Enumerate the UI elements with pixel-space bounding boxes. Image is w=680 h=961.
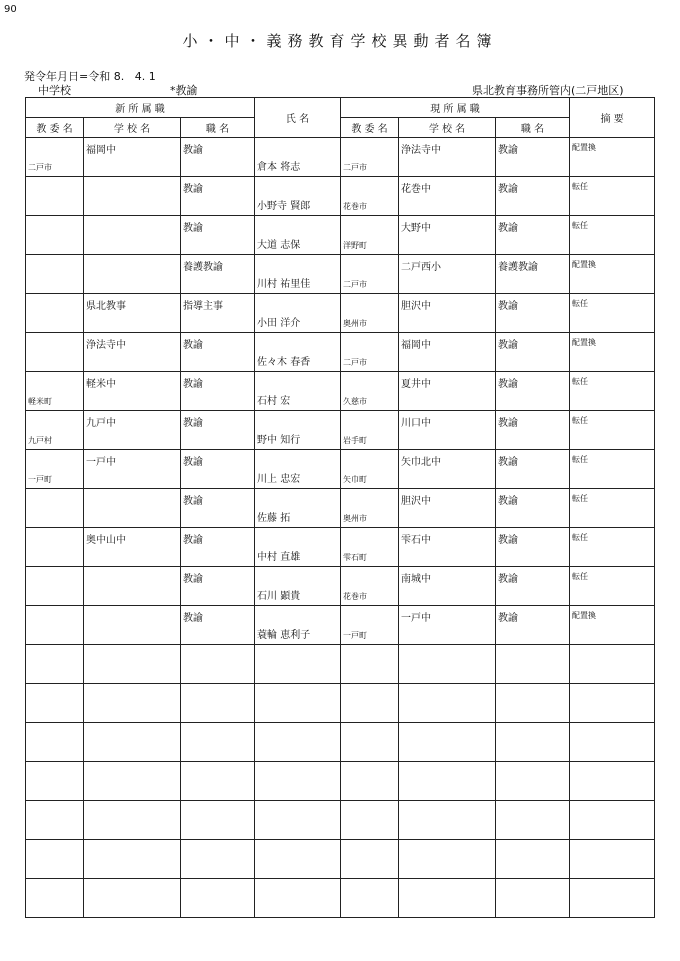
cell-new-post [181, 450, 255, 489]
cell-current-post-text: 教諭 [498, 340, 519, 351]
cell-remarks-text: 配置換 [572, 611, 597, 620]
cell-name-text: 石村 宏 [257, 396, 291, 407]
cell-new-board [26, 723, 84, 762]
cell-new-school [84, 450, 181, 489]
table-row [26, 138, 655, 177]
cell-name [255, 879, 341, 918]
table-row [26, 177, 655, 216]
cell-new-post [181, 333, 255, 372]
cell-name [255, 489, 341, 528]
cell-new-post [181, 840, 255, 879]
cell-current-board [341, 528, 399, 567]
cell-new-school-text: 県北教事 [86, 301, 126, 312]
cell-current-school-text: 南城中 [401, 574, 432, 585]
header-current-affiliation: 現 所 属 職 [341, 98, 570, 118]
cell-new-post [181, 372, 255, 411]
cell-new-post [181, 567, 255, 606]
cell-remarks-text: 転任 [572, 299, 589, 308]
cell-current-post-text: 教諭 [498, 418, 519, 429]
cell-current-school [399, 216, 496, 255]
cell-name-text: 川村 祐里佳 [257, 279, 311, 290]
cell-current-board [341, 177, 399, 216]
cell-current-board [341, 216, 399, 255]
cell-remarks-text: 転任 [572, 221, 589, 230]
cell-current-board-text: 岩手町 [343, 436, 368, 445]
cell-current-post-text: 教諭 [498, 379, 519, 390]
cell-new-school [84, 255, 181, 294]
cell-new-school [84, 489, 181, 528]
cell-new-board [26, 372, 84, 411]
cell-current-post-text: 教諭 [498, 496, 519, 507]
cell-remarks [570, 801, 655, 840]
cell-new-post-text: 教諭 [183, 418, 203, 429]
cell-remarks [570, 645, 655, 684]
cell-current-school-text: 夏井中 [401, 379, 432, 390]
cell-remarks [570, 255, 655, 294]
cell-remarks [570, 138, 655, 177]
cell-new-post [181, 216, 255, 255]
cell-name [255, 372, 341, 411]
cell-current-post [496, 411, 570, 450]
cell-new-post [181, 801, 255, 840]
cell-current-post-text: 教諭 [498, 613, 519, 624]
cell-new-board [26, 879, 84, 918]
cell-current-board [341, 723, 399, 762]
cell-current-board [341, 840, 399, 879]
cell-current-post [496, 528, 570, 567]
cell-current-post [496, 723, 570, 762]
cell-current-board [341, 606, 399, 645]
cell-remarks [570, 762, 655, 801]
header-current-post: 職 名 [496, 118, 570, 138]
cell-current-board [341, 450, 399, 489]
table-row [26, 606, 655, 645]
cell-new-school [84, 177, 181, 216]
cell-remarks [570, 606, 655, 645]
cell-new-board [26, 411, 84, 450]
cell-current-post-text: 教諭 [498, 301, 519, 312]
cell-new-post [181, 294, 255, 333]
cell-current-board [341, 411, 399, 450]
cell-current-post [496, 489, 570, 528]
cell-current-board-text: 奥州市 [343, 514, 368, 523]
transfer-roster-table [25, 97, 655, 918]
cell-current-post [496, 606, 570, 645]
cell-remarks [570, 528, 655, 567]
cell-current-post-text: 教諭 [498, 535, 519, 546]
cell-name-text: 大道 志保 [257, 240, 301, 251]
cell-name [255, 762, 341, 801]
header-new-school: 学 校 名 [84, 118, 181, 138]
cell-current-board-text: 雫石町 [343, 553, 368, 562]
cell-current-board-text: 二戸市 [343, 163, 368, 172]
cell-new-post-text: 教諭 [183, 340, 203, 351]
cell-new-school [84, 411, 181, 450]
cell-name-text: 佐藤 拓 [257, 513, 291, 524]
cell-current-board-text: 花巻市 [343, 592, 368, 601]
cell-current-school [399, 606, 496, 645]
cell-name-text: 倉本 将志 [257, 162, 301, 173]
cell-new-post [181, 411, 255, 450]
table-row [26, 840, 655, 879]
table-row [26, 216, 655, 255]
cell-current-school [399, 801, 496, 840]
cell-new-board [26, 567, 84, 606]
cell-current-school [399, 489, 496, 528]
header-name: 氏 名 [255, 98, 341, 138]
cell-current-school-text: 福岡中 [401, 340, 432, 351]
cell-new-board [26, 255, 84, 294]
cell-current-post-text: 教諭 [498, 574, 519, 585]
cell-new-post-text: 教諭 [183, 145, 203, 156]
table-row [26, 450, 655, 489]
document-title: 小・中・義務教育学校異動者名簿 [182, 32, 498, 50]
school-type-label: 中学校 [38, 84, 71, 97]
cell-current-post [496, 294, 570, 333]
cell-new-board [26, 840, 84, 879]
cell-remarks-text: 転任 [572, 533, 589, 542]
cell-current-post [496, 255, 570, 294]
cell-current-post-text: 教諭 [498, 223, 519, 234]
cell-new-school-text: 福岡中 [86, 145, 116, 156]
cell-current-board-text: 久慈市 [343, 397, 368, 406]
cell-current-school [399, 411, 496, 450]
cell-current-post [496, 372, 570, 411]
cell-new-school-text: 九戸中 [86, 418, 116, 429]
header-current-school: 学 校 名 [399, 118, 496, 138]
cell-name [255, 294, 341, 333]
cell-name [255, 177, 341, 216]
cell-new-school [84, 567, 181, 606]
cell-current-school [399, 528, 496, 567]
cell-current-board [341, 255, 399, 294]
table-row [26, 567, 655, 606]
cell-new-post-text: 教諭 [183, 574, 203, 585]
cell-new-school [84, 762, 181, 801]
cell-new-post-text: 教諭 [183, 223, 203, 234]
cell-new-school [84, 879, 181, 918]
cell-current-school [399, 372, 496, 411]
cell-current-school [399, 450, 496, 489]
cell-current-school-text: 矢巾北中 [401, 457, 442, 468]
cell-current-school [399, 333, 496, 372]
header-current-board: 教 委 名 [341, 118, 399, 138]
cell-new-school [84, 645, 181, 684]
cell-name [255, 723, 341, 762]
cell-new-board-text: 一戸町 [28, 475, 52, 484]
cell-name [255, 138, 341, 177]
cell-new-board [26, 450, 84, 489]
cell-name [255, 333, 341, 372]
cell-new-board [26, 645, 84, 684]
cell-new-board-text: 軽米町 [28, 397, 52, 406]
cell-remarks [570, 840, 655, 879]
cell-current-school [399, 645, 496, 684]
cell-new-post [181, 762, 255, 801]
table-row [26, 489, 655, 528]
cell-remarks [570, 879, 655, 918]
cell-current-post [496, 333, 570, 372]
cell-new-school [84, 138, 181, 177]
cell-current-school-text: 浄法寺中 [401, 145, 442, 156]
cell-new-post [181, 645, 255, 684]
cell-current-board [341, 489, 399, 528]
cell-new-post [181, 177, 255, 216]
cell-remarks [570, 411, 655, 450]
cell-current-post [496, 177, 570, 216]
cell-current-school-text: 二戸西小 [401, 262, 442, 273]
table-row [26, 879, 655, 918]
cell-new-post-text: 教諭 [183, 613, 203, 624]
cell-name-text: 川上 忠宏 [257, 474, 301, 485]
cell-new-post-text: 教諭 [183, 457, 203, 468]
cell-current-board [341, 762, 399, 801]
cell-remarks-text: 配置換 [572, 260, 597, 269]
cell-remarks [570, 489, 655, 528]
cell-current-school [399, 879, 496, 918]
cell-new-board [26, 606, 84, 645]
cell-current-school [399, 684, 496, 723]
header-remarks: 摘 要 [570, 98, 655, 138]
cell-current-school-text: 川口中 [401, 418, 432, 429]
cell-current-school [399, 762, 496, 801]
cell-current-school-text: 胆沢中 [401, 496, 432, 507]
cell-new-board [26, 138, 84, 177]
cell-name-text: 佐々木 春香 [257, 357, 311, 368]
cell-new-school [84, 840, 181, 879]
cell-current-post [496, 684, 570, 723]
cell-current-post-text: 養護教諭 [498, 262, 539, 273]
table-row [26, 684, 655, 723]
table-row [26, 294, 655, 333]
cell-new-post [181, 723, 255, 762]
cell-new-school-text: 奥中山中 [86, 535, 126, 546]
cell-new-school [84, 684, 181, 723]
cell-new-board [26, 489, 84, 528]
cell-remarks-text: 転任 [572, 455, 589, 464]
cell-new-school-text: 軽米中 [86, 379, 116, 390]
cell-current-board-text: 花巻市 [343, 202, 368, 211]
cell-current-post-text: 教諭 [498, 457, 519, 468]
cell-new-post [181, 606, 255, 645]
cell-new-board [26, 528, 84, 567]
cell-current-school [399, 723, 496, 762]
table-row [26, 762, 655, 801]
cell-current-board [341, 684, 399, 723]
header-new-affiliation: 新 所 属 職 [26, 98, 255, 118]
cell-new-board [26, 294, 84, 333]
cell-name-text: 石川 顕貴 [257, 591, 301, 602]
issue-date: 発令年月日=令和 8. 4. 1 [24, 70, 156, 83]
cell-current-school [399, 567, 496, 606]
cell-new-school [84, 216, 181, 255]
cell-new-school [84, 606, 181, 645]
table-row [26, 411, 655, 450]
table-row [26, 333, 655, 372]
cell-remarks-text: 配置換 [572, 338, 597, 347]
cell-new-post-text: 指導主事 [183, 301, 223, 312]
cell-remarks [570, 450, 655, 489]
cell-new-post [181, 489, 255, 528]
cell-remarks-text: 転任 [572, 377, 589, 386]
cell-current-school [399, 138, 496, 177]
table-row [26, 372, 655, 411]
cell-current-board-text: 二戸市 [343, 280, 368, 289]
cell-new-post [181, 879, 255, 918]
cell-new-school [84, 801, 181, 840]
cell-current-school [399, 294, 496, 333]
cell-current-board [341, 801, 399, 840]
cell-remarks-text: 配置換 [572, 143, 597, 152]
cell-current-board-text: 一戸町 [343, 631, 368, 640]
cell-current-post [496, 645, 570, 684]
cell-current-board-text: 矢巾町 [343, 475, 368, 484]
cell-name-text: 中村 直雄 [257, 552, 301, 563]
table-row [26, 801, 655, 840]
cell-name [255, 684, 341, 723]
cell-name [255, 606, 341, 645]
district-label: 県北教育事務所管内(二戸地区) [472, 84, 624, 97]
cell-name [255, 840, 341, 879]
cell-current-post [496, 762, 570, 801]
page-number: 90 [4, 4, 17, 15]
cell-new-board [26, 177, 84, 216]
cell-new-board-text: 二戸市 [28, 163, 52, 172]
cell-name [255, 801, 341, 840]
cell-current-board [341, 333, 399, 372]
cell-current-school-text: 花巻中 [401, 184, 432, 195]
cell-new-school [84, 723, 181, 762]
table-row [26, 645, 655, 684]
cell-current-school-text: 雫石中 [401, 535, 432, 546]
cell-current-board-text: 二戸市 [343, 358, 368, 367]
cell-current-board [341, 372, 399, 411]
cell-name [255, 255, 341, 294]
cell-new-school [84, 294, 181, 333]
cell-new-post [181, 528, 255, 567]
cell-new-board [26, 216, 84, 255]
cell-remarks [570, 333, 655, 372]
cell-remarks-text: 転任 [572, 572, 589, 581]
cell-new-board-text: 九戸村 [28, 436, 52, 445]
cell-name [255, 528, 341, 567]
cell-remarks [570, 216, 655, 255]
cell-current-board [341, 567, 399, 606]
job-type-label: *教諭 [170, 84, 198, 97]
header-new-board: 教 委 名 [26, 118, 84, 138]
cell-name-text: 小野寺 賢郎 [257, 201, 311, 212]
roster-body [26, 138, 655, 918]
cell-new-post-text: 教諭 [183, 379, 203, 390]
cell-current-board-text: 奥州市 [343, 319, 368, 328]
cell-new-post [181, 684, 255, 723]
cell-current-post [496, 840, 570, 879]
cell-remarks-text: 転任 [572, 182, 589, 191]
cell-new-school-text: 一戸中 [86, 457, 116, 468]
cell-remarks [570, 723, 655, 762]
cell-remarks [570, 684, 655, 723]
cell-current-post-text: 教諭 [498, 184, 519, 195]
cell-name [255, 645, 341, 684]
cell-name-text: 蓑輪 恵利子 [257, 630, 311, 641]
cell-remarks [570, 294, 655, 333]
cell-new-board [26, 684, 84, 723]
cell-current-school-text: 胆沢中 [401, 301, 432, 312]
cell-current-board [341, 294, 399, 333]
cell-name [255, 450, 341, 489]
cell-remarks [570, 177, 655, 216]
cell-new-post-text: 教諭 [183, 535, 203, 546]
cell-current-board [341, 879, 399, 918]
cell-current-school [399, 177, 496, 216]
cell-name-text: 野中 知行 [257, 435, 301, 446]
cell-current-school [399, 255, 496, 294]
cell-current-post [496, 879, 570, 918]
cell-remarks-text: 転任 [572, 416, 589, 425]
cell-current-post-text: 教諭 [498, 145, 519, 156]
cell-name [255, 216, 341, 255]
cell-new-board [26, 333, 84, 372]
cell-current-school [399, 840, 496, 879]
table-row [26, 723, 655, 762]
cell-current-post [496, 801, 570, 840]
cell-new-post-text: 教諭 [183, 496, 203, 507]
cell-new-post-text: 教諭 [183, 184, 203, 195]
cell-remarks [570, 567, 655, 606]
cell-name [255, 411, 341, 450]
cell-name-text: 小田 洋介 [257, 318, 301, 329]
cell-current-board-text: 洋野町 [343, 241, 368, 250]
cell-current-post [496, 216, 570, 255]
cell-current-post [496, 567, 570, 606]
cell-current-school-text: 一戸中 [401, 613, 432, 624]
cell-new-school [84, 333, 181, 372]
cell-current-board [341, 645, 399, 684]
cell-new-school-text: 浄法寺中 [86, 340, 126, 351]
cell-new-post [181, 138, 255, 177]
cell-new-board [26, 801, 84, 840]
cell-remarks [570, 372, 655, 411]
cell-new-school [84, 372, 181, 411]
cell-current-board [341, 138, 399, 177]
cell-current-school-text: 大野中 [401, 223, 432, 234]
cell-current-post [496, 450, 570, 489]
cell-new-post-text: 養護教諭 [183, 262, 223, 273]
cell-current-post [496, 138, 570, 177]
cell-new-board [26, 762, 84, 801]
cell-remarks-text: 転任 [572, 494, 589, 503]
cell-name [255, 567, 341, 606]
table-row [26, 255, 655, 294]
header-new-post: 職 名 [181, 118, 255, 138]
table-row [26, 528, 655, 567]
cell-new-school [84, 528, 181, 567]
cell-new-post [181, 255, 255, 294]
